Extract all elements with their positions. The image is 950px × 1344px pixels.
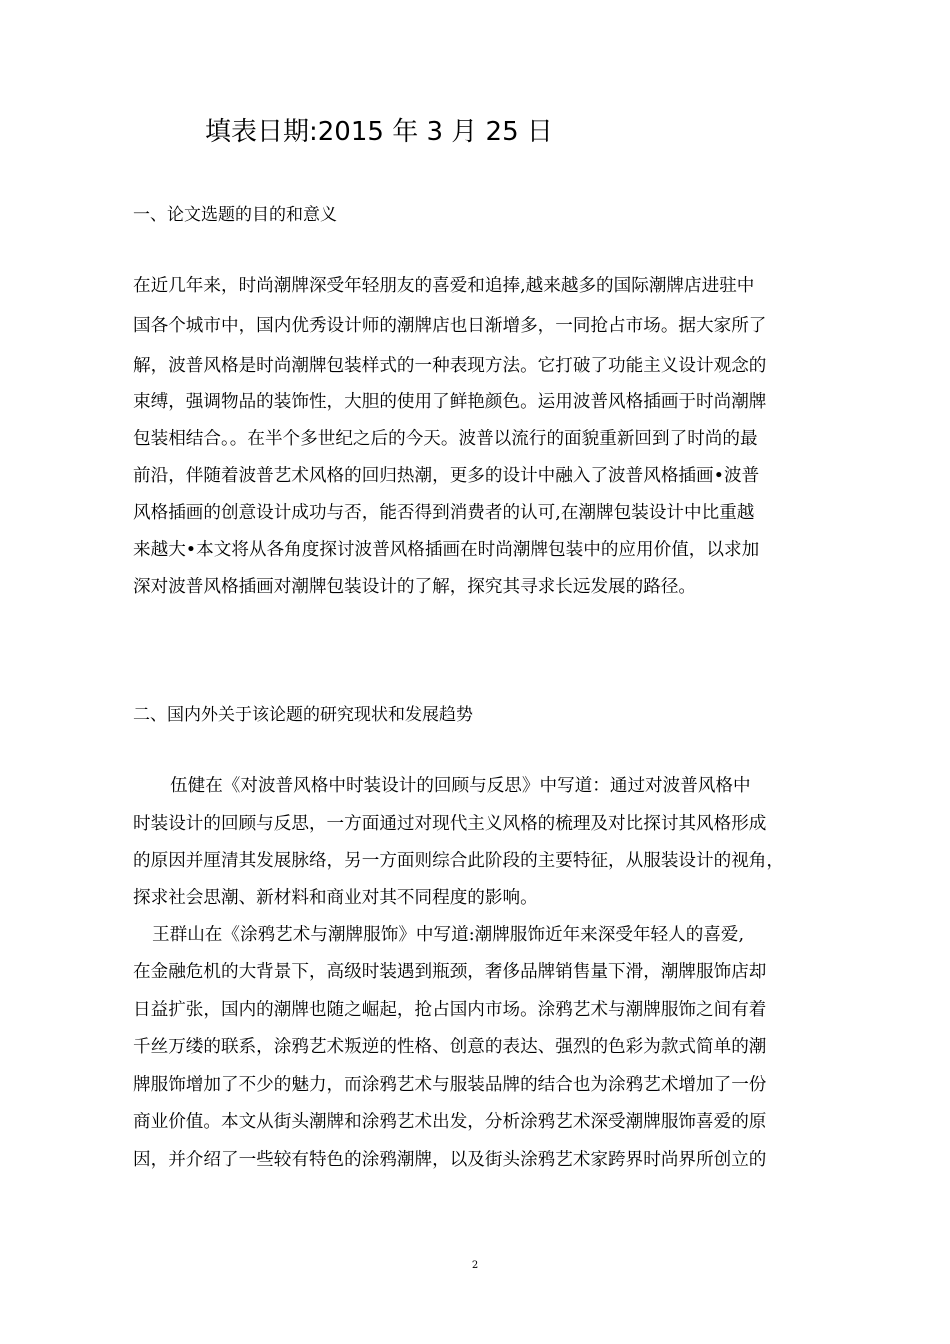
paragraph-line: 伍健在《对波普风格中时装设计的回顾与反思》中写道：通过对波普风格中 <box>170 776 751 796</box>
paragraph-line: 束缚，强调物品的装饰性，大胆的使用了鲜艳颜色。运用波普风格插画于时尚潮牌 <box>133 392 767 412</box>
paragraph-line: 深对波普风格插画对潮牌包装设计的了解，探究其寻求长远发展的路径。 <box>133 577 697 597</box>
paragraph-line: 时装设计的回顾与反思，一方面通过对现代主义风格的梳理及对比探讨其风格形成 <box>133 814 767 834</box>
section-2-heading: 二、国内外关于该论题的研究现状和发展趋势 <box>133 705 473 725</box>
date-line: 填表日期:2015 年 3 月 25 日 <box>205 117 553 147</box>
paragraph-line: 国各个城市中，国内优秀设计师的潮牌店也日渐增多，一同抢占市场。据大家所了 <box>133 316 767 336</box>
paragraph-line: 千丝万缕的联系，涂鸦艺术叛逆的性格、创意的表达、强烈的色彩为款式简单的潮 <box>133 1037 767 1057</box>
page-number: 2 <box>471 1260 479 1271</box>
paragraph-line: 包装相结合。。在半个多世纪之后的今天。波普以流行的面貌重新回到了时尚的最 <box>133 429 758 449</box>
paragraph-line: 在金融危机的大背景下，高级时装遇到瓶颈，奢侈品牌销售量下滑，潮牌服饰店却 <box>133 962 767 982</box>
paragraph-line: 商业价值。本文从街头潮牌和涂鸦艺术出发，分析涂鸦艺术深受潮牌服饰喜爱的原 <box>133 1112 767 1132</box>
section-1-heading: 一、论文选题的目的和意义 <box>133 205 337 225</box>
paragraph-line: 风格插画的创意设计成功与否，能否得到消费者的认可,在潮牌包装设计中比重越 <box>133 503 755 523</box>
paragraph-line: 的原因并厘清其发展脉络，另一方面则综合此阶段的主要特征，从服装设计的视角， <box>133 851 784 871</box>
paragraph-line: 日益扩张，国内的潮牌也随之崛起，抢占国内市场。涂鸦艺术与潮牌服饰之间有着 <box>133 1000 767 1020</box>
paragraph-line: 解，波普风格是时尚潮牌包装样式的一种表现方法。它打破了功能主义设计观念的 <box>133 356 767 376</box>
paragraph-line: 前沿，伴随着波普艺术风格的回归热潮，更多的设计中融入了波普风格插画•波普 <box>133 466 760 486</box>
paragraph-line: 牌服饰增加了不少的魅力，而涂鸦艺术与服装品牌的结合也为涂鸦艺术增加了一份 <box>133 1075 767 1095</box>
paragraph-line: 在近几年来，时尚潮牌深受年轻朋友的喜爱和追捧,越来越多的国际潮牌店进驻中 <box>133 276 755 296</box>
paragraph-line: 因，并介绍了一些较有特色的涂鸦潮牌，以及街头涂鸦艺术家跨界时尚界所创立的 <box>133 1150 767 1170</box>
paragraph-line: 探求社会思潮、新材料和商业对其不同程度的影响。 <box>133 888 538 908</box>
paragraph-line: 来越大•本文将从各角度探讨波普风格插画在时尚潮牌包装中的应用价值，以求加 <box>133 540 760 560</box>
paragraph-line: 王群山在《涂鸦艺术与潮牌服饰》中写道:潮牌服饰近年来深受年轻人的喜爱, <box>152 925 745 945</box>
